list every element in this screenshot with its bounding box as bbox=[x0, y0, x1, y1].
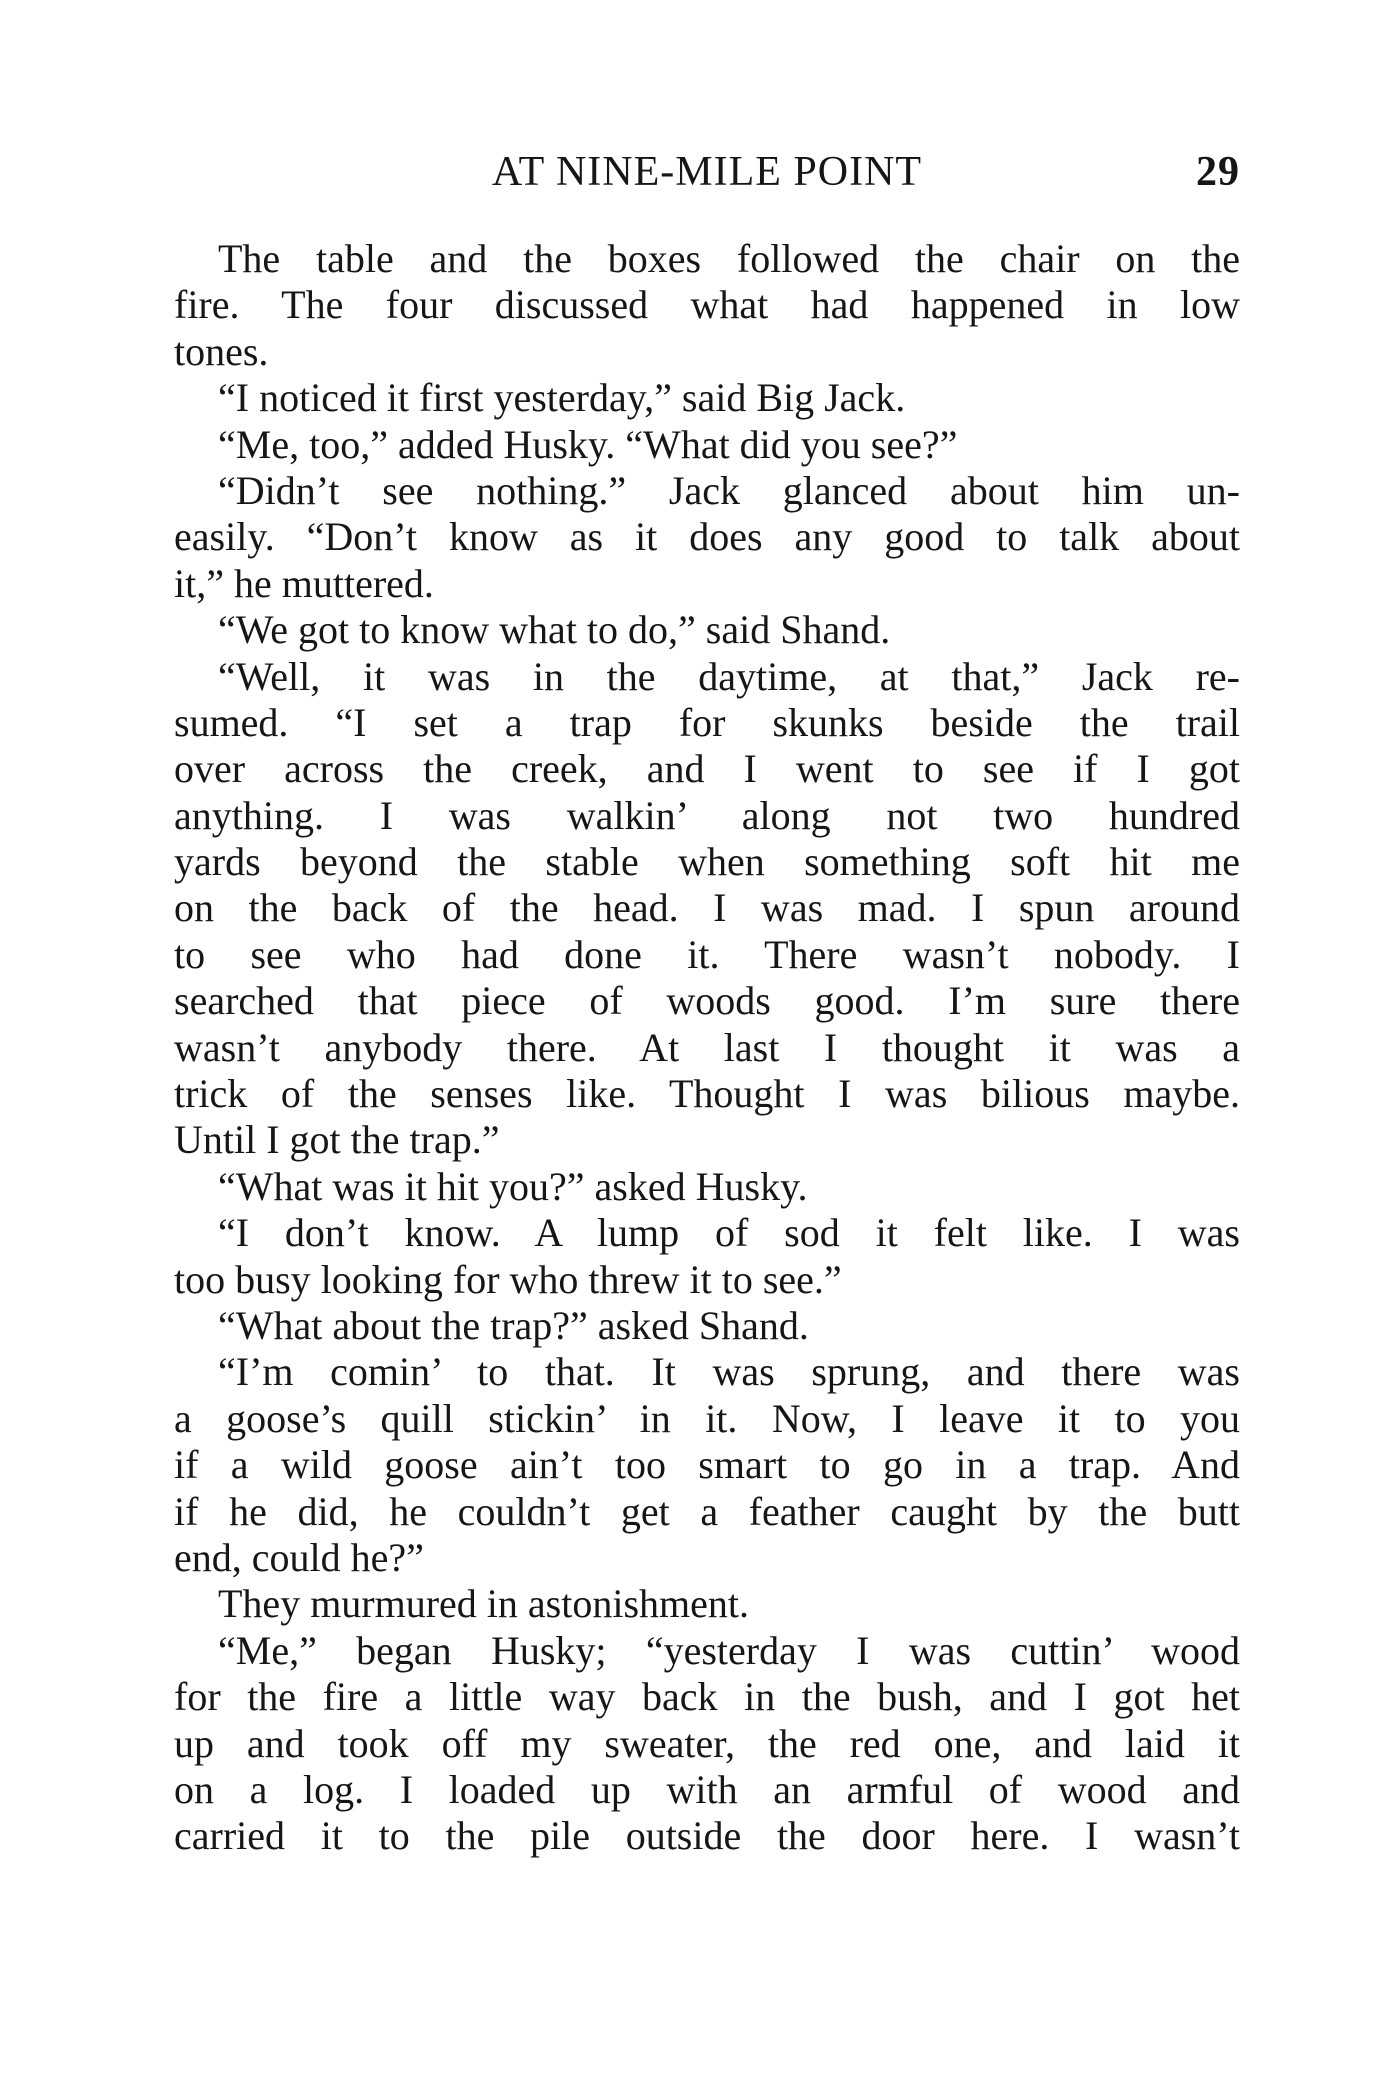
text-line: anything. I was walkin’ along not two hundred bbox=[174, 792, 1240, 838]
text-line: up and took off my sweater, the red one, and laid it bbox=[174, 1720, 1240, 1766]
running-head bbox=[174, 148, 1240, 208]
text-line: over across the creek, and I went to see if I got bbox=[174, 746, 1240, 792]
text-line: too busy looking for who threw it to see.” bbox=[174, 1256, 842, 1302]
text-line: end, could he?” bbox=[174, 1534, 424, 1580]
text-line: “Me,” began Husky; “yesterday I was cuttin’ wood bbox=[218, 1627, 1240, 1673]
running-title: AT NINE-MILE POINT bbox=[491, 149, 923, 195]
text-line: “Well, it was in the daytime, at that,” Jack re- bbox=[218, 653, 1240, 699]
text-line: “Didn’t see nothing.” Jack glanced about him un- bbox=[218, 467, 1240, 513]
text-line: sumed. “I set a trap for skunks beside the trail bbox=[174, 699, 1240, 745]
page-number: 29 bbox=[1196, 149, 1240, 195]
text-line: “Me, too,” added Husky. “What did you see?” bbox=[218, 421, 958, 467]
text-line: easily. “Don’t know as it does any good to talk about bbox=[174, 514, 1240, 560]
text-line: tones. bbox=[174, 328, 269, 374]
text-line: for the fire a little way back in the bush, and I got het bbox=[174, 1674, 1240, 1720]
text-line: a goose’s quill stickin’ in it. Now, I leave it to you bbox=[174, 1395, 1240, 1441]
text-line: wasn’t anybody there. At last I thought it was a bbox=[174, 1024, 1240, 1070]
text-line: The table and the boxes followed the chair on the bbox=[218, 236, 1240, 281]
text-line: “I noticed it first yesterday,” said Big Jack. bbox=[218, 375, 906, 421]
body-text bbox=[174, 236, 1240, 1860]
text-line: on a log. I loaded up with an armful of wood and bbox=[174, 1766, 1240, 1812]
text-line: trick of the senses like. Thought I was bilious maybe. bbox=[174, 1071, 1240, 1117]
text-line: searched that piece of woods good. I’m sure there bbox=[174, 978, 1240, 1024]
text-line: carried it to the pile outside the door here. I wasn’t bbox=[174, 1813, 1240, 1859]
text-line: on the back of the head. I was mad. I spun around bbox=[174, 885, 1240, 931]
text-line: They murmured in astonishment. bbox=[218, 1581, 750, 1627]
text-line: “What about the trap?” asked Shand. bbox=[218, 1302, 809, 1348]
text-line: if he did, he couldn’t get a feather caught by the butt bbox=[174, 1488, 1240, 1534]
text-line: Until I got the trap.” bbox=[174, 1117, 500, 1163]
text-line: it,” he muttered. bbox=[174, 560, 434, 606]
text-line: “What was it hit you?” asked Husky. bbox=[218, 1163, 808, 1209]
text-line: “I’m comin’ to that. It was sprung, and there was bbox=[218, 1349, 1240, 1395]
text-line: if a wild goose ain’t too smart to go in a trap. And bbox=[174, 1442, 1240, 1488]
text-line: “We got to know what to do,” said Shand. bbox=[218, 607, 891, 653]
text-line: yards beyond the stable when something soft hit me bbox=[174, 839, 1240, 885]
text-line: “I don’t know. A lump of sod it felt like. I was bbox=[218, 1210, 1240, 1256]
text-line: fire. The four discussed what had happened in low bbox=[174, 282, 1240, 328]
text-line: to see who had done it. There wasn’t nobody. I bbox=[174, 931, 1240, 977]
